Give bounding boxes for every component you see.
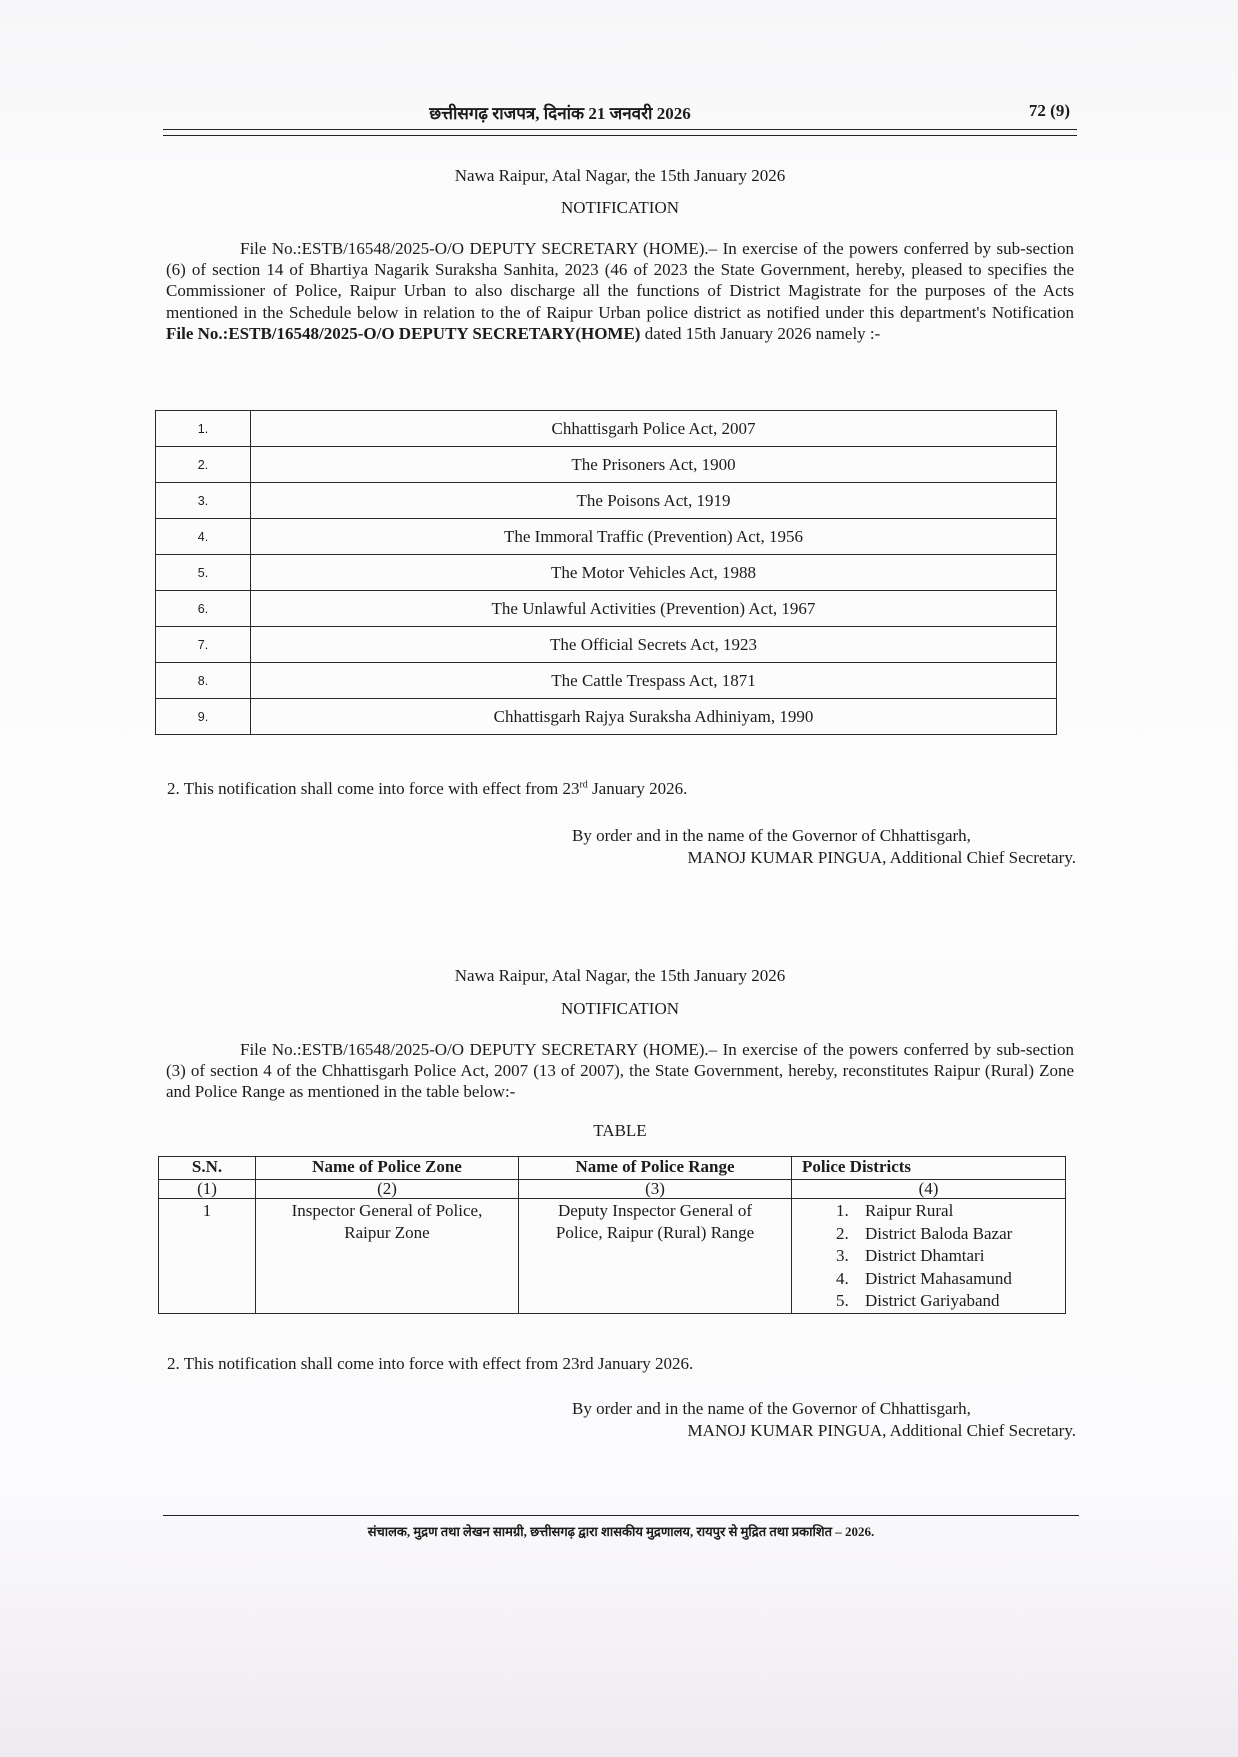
signature-name-line: MANOJ KUMAR PINGUA, Additional Chief Secretary. <box>687 848 1076 867</box>
act-name: The Motor Vehicles Act, 1988 <box>251 555 1057 591</box>
act-name: The Prisoners Act, 1900 <box>251 447 1057 483</box>
act-number: 8. <box>156 663 251 699</box>
act-number: 1. <box>156 411 251 447</box>
header-double-rule <box>163 129 1077 136</box>
district-number: 4. <box>836 1268 849 1288</box>
column-number-row <box>159 1180 1066 1199</box>
act-name: Chhattisgarh Rajya Suraksha Adhiniyam, 1990 <box>251 699 1057 735</box>
col-number-1: (1) <box>159 1180 256 1199</box>
notification1-body-tail: dated 15th January 2026 namely :- <box>640 323 881 343</box>
act-name: The Unlawful Activities (Prevention) Act, 1967 <box>251 591 1057 627</box>
list-item <box>836 1200 1065 1223</box>
police-zone-table <box>158 1156 1066 1314</box>
act-number: 7. <box>156 627 251 663</box>
district-name: District Baloda Bazar <box>865 1223 1013 1243</box>
notification1-signature <box>572 825 1076 869</box>
signature-name-line: MANOJ KUMAR PINGUA, Additional Chief Secretary. <box>687 1421 1076 1440</box>
notification2-effect-date: 2. This notification shall come into force with effect from 23rd January 2026. <box>167 1354 694 1373</box>
header-police-districts: Police Districts <box>792 1157 1066 1180</box>
footer-rule <box>163 1515 1079 1516</box>
range-line-1: Deputy Inspector General of <box>557 1201 752 1220</box>
table-row <box>156 411 1057 447</box>
act-number: 9. <box>156 699 251 735</box>
district-number: 5. <box>836 1291 849 1310</box>
table-row <box>156 483 1057 519</box>
notification2-place-date: Nawa Raipur, Atal Nagar, the 15th January 2026 <box>454 966 786 985</box>
notification1-place-date: Nawa Raipur, Atal Nagar, the 15th January 2026 <box>454 166 786 185</box>
notification1-heading: NOTIFICATION <box>560 198 680 217</box>
zone-line-2: Raipur Zone <box>344 1223 430 1242</box>
notification2-body <box>166 1039 1074 1103</box>
notification1-body <box>166 238 1074 344</box>
district-number: 1. <box>836 1201 849 1220</box>
col-number-4: (4) <box>792 1180 1066 1199</box>
act-number: 4. <box>156 519 251 555</box>
header-police-range: Name of Police Range <box>519 1157 792 1180</box>
act-name: Chhattisgarh Police Act, 2007 <box>251 411 1057 447</box>
district-name: District Dhamtari <box>865 1246 985 1265</box>
notification1-body-lead: File No.:ESTB/16548/2025-O/O DEPUTY SECRETARY (HOME).– In exercise of the powers conferred by sub-section (6) of section 14 of Bhartiya Nagarik Suraksha Sanhita, 2023 (46 of 2023 the State Government, hereby, pleased to specifies the Commissioner of Police, Raipur Urban to also discharge all the functions of District Magistrate for the purposes of the Acts mentioned in the Schedule below in relation to the of Raipur Urban police district as notified under this department's Notification <box>166 239 1074 322</box>
table-row <box>156 627 1057 663</box>
district-name: Raipur Rural <box>865 1201 954 1220</box>
table-row <box>156 447 1057 483</box>
zone-line-1: Inspector General of Police, <box>291 1201 483 1220</box>
page-number: 72 (9) <box>1028 101 1070 120</box>
range-line-2: Police, Raipur (Rural) Range <box>555 1223 755 1242</box>
gazette-title: छत्तीसगढ़ राजपत्र, दिनांक 21 जनवरी 2026 <box>429 104 691 123</box>
effect-prefix: 2. This notification shall come into force with effect from 23 <box>167 779 580 798</box>
district-name: District Mahasamund <box>865 1268 1012 1288</box>
act-number: 2. <box>156 447 251 483</box>
signature-order-line: By order and in the name of the Governor of Chhattisgarh, <box>572 1399 971 1418</box>
list-item <box>836 1223 1065 1246</box>
cell-police-districts <box>792 1199 1066 1314</box>
notification2-heading: NOTIFICATION <box>560 999 680 1018</box>
table-row <box>159 1199 1066 1314</box>
district-number: 2. <box>836 1223 849 1243</box>
header-police-zone: Name of Police Zone <box>256 1157 519 1180</box>
district-name: District Gariyaband <box>865 1291 1000 1310</box>
district-list <box>792 1199 1065 1313</box>
col-number-3: (3) <box>519 1180 792 1199</box>
act-number: 3. <box>156 483 251 519</box>
table-row <box>156 591 1057 627</box>
effect-ordinal: rd <box>579 779 588 791</box>
notification2-body-text: File No.:ESTB/16548/2025-O/O DEPUTY SECRETARY (HOME).– In exercise of the powers conferred by sub-section (3) of section 4 of the Chhattisgarh Police Act, 2007 (13 of 2007), the State Government, hereby, reconstitutes Raipur (Rural) Zone and Police Range as mentioned in the table below:- <box>166 1040 1074 1102</box>
table-row <box>156 519 1057 555</box>
col-number-2: (2) <box>256 1180 519 1199</box>
cell-police-range <box>519 1199 792 1314</box>
notification1-effect-date <box>167 779 687 799</box>
act-number: 5. <box>156 555 251 591</box>
notification2-signature <box>572 1398 1076 1442</box>
district-number: 3. <box>836 1246 849 1265</box>
list-item <box>836 1245 1065 1268</box>
act-name: The Cattle Trespass Act, 1871 <box>251 663 1057 699</box>
act-name: The Poisons Act, 1919 <box>251 483 1057 519</box>
list-item <box>836 1290 1065 1313</box>
table-caption: TABLE <box>593 1121 647 1140</box>
signature-order-line: By order and in the name of the Governor of Chhattisgarh, <box>572 826 971 845</box>
cell-police-zone <box>256 1199 519 1314</box>
footer-imprint: संचालक, मुद्रण तथा लेखन सामग्री, छत्तीसगढ़ द्वारा शासकीय मुद्रणालय, रायपुर से मुद्रित तथा प्रकाशित – 2026. <box>367 1524 875 1539</box>
table-row <box>156 663 1057 699</box>
act-name: The Immoral Traffic (Prevention) Act, 1956 <box>251 519 1057 555</box>
act-name: The Official Secrets Act, 1923 <box>251 627 1057 663</box>
effect-suffix: January 2026. <box>587 779 688 798</box>
table-row <box>156 699 1057 735</box>
acts-schedule-table <box>155 410 1057 735</box>
list-item <box>836 1268 1065 1291</box>
table-row <box>156 555 1057 591</box>
act-number: 6. <box>156 591 251 627</box>
table-header-row <box>159 1157 1066 1180</box>
header-sn: S.N. <box>159 1157 256 1180</box>
notification1-body-file-ref: File No.:ESTB/16548/2025-O/O DEPUTY SECRETARY(HOME) <box>166 323 641 343</box>
cell-sn: 1 <box>159 1199 256 1314</box>
